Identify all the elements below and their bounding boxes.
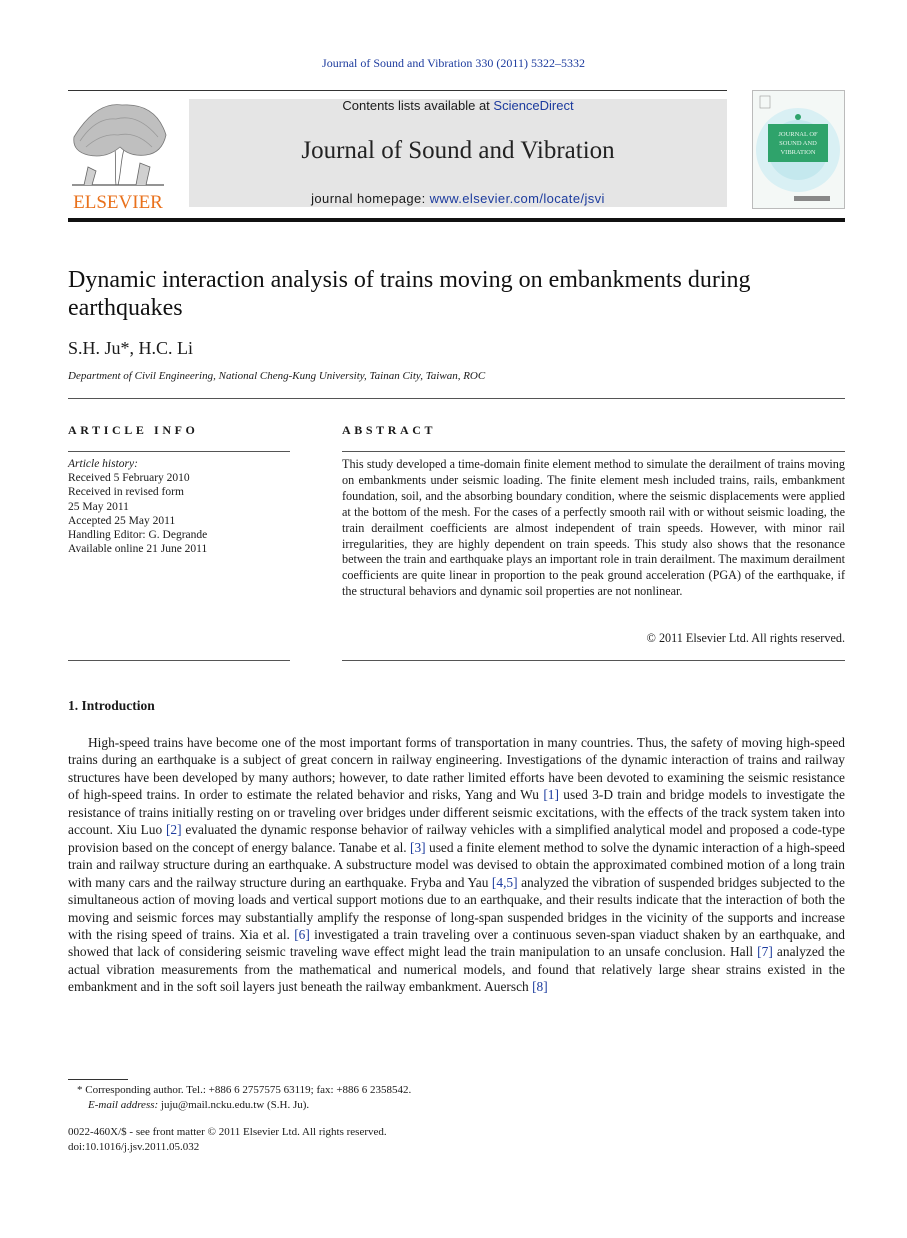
footnote-rule <box>68 1079 128 1080</box>
abstract-text: This study developed a time-domain finite element method to simulate the derailment of trains moving on embankments under seismic loading. The finite element mesh included trains, rails, embankment foundation, soil, and the absorbing boundary condition, where the seismic displacements were applied at the bottom of the mesh. For the cases of a perfectly smooth rail with or without seismic loading, the train derailment coefficients are almost independent of train speeds. However, with minor rail irregularities, they are highly dependent on train speeds. This study also shows that the resonance between the train and earthquake plays an important role in train derailment. The maximum derailment coefficients are quite linear in proportion to the peak ground acceleration (PGA) of the earthquake, if the structural behaviors and dynamic soil properties are not nonlinear. <box>342 457 845 599</box>
citation-link[interactable]: [8] <box>532 979 548 995</box>
history-item: Handling Editor: G. Degrande <box>68 529 208 542</box>
divider <box>68 451 290 452</box>
divider <box>68 398 845 399</box>
affiliation: Department of Civil Engineering, National Cheng-Kung University, Tainan City, Taiwan, ROC <box>68 370 486 382</box>
citation-link[interactable]: [6] <box>294 926 310 942</box>
citation-link[interactable]: [4,5] <box>491 874 518 890</box>
history-label: Article history: <box>68 458 138 470</box>
introduction-paragraph <box>68 734 845 996</box>
history-item: Accepted 25 May 2011 <box>68 514 176 527</box>
email-label: E-mail address: <box>88 1099 159 1111</box>
homepage-line <box>189 191 727 206</box>
contents-prefix: Contents lists available at <box>342 98 494 113</box>
body-text: High-speed trains have become one of the most important forms of transportation in many countries. Thus, the safety of moving high-speed trains during an earthquake is a subject of great concern in railway engineering. Investigations of the dynamic interaction of trains and railway structures have been developed by many authors; however, to date rather limited efforts have been devoted to examining the seismic resistance of high-speed trains. In order to estimate the related behavior and risks, Yang and Wu <box>68 735 845 803</box>
svg-text:ELSEVIER: ELSEVIER <box>73 192 163 211</box>
journal-cover-thumbnail[interactable] <box>752 90 845 209</box>
citation-link[interactable]: [1] <box>543 787 559 803</box>
history-item: Received 5 February 2010 <box>68 472 190 485</box>
section-heading-introduction: 1. Introduction <box>68 698 155 713</box>
divider <box>342 660 845 661</box>
citation-link[interactable]: [7] <box>757 944 773 960</box>
history-item: Available online 21 June 2011 <box>68 543 208 556</box>
body-text: used a finite element method to solve the dynamic interaction of a high-speed train and railway structure during an earthquake. A substructure model was devised to obtain the approximated combined motion of a long train with many cars and the railway structure during an earthquake. Fryba and Yau <box>68 839 846 890</box>
email-footnote <box>88 1099 309 1111</box>
history-item: Received in revised form <box>68 486 184 499</box>
article-history <box>68 457 207 556</box>
divider <box>342 451 845 452</box>
elsevier-tree-icon <box>66 97 170 211</box>
body-text: evaluated the dynamic response behavior of railway vehicles with a simplified analytical model and proposed a code-type provision based on the concept of energy balance. Tanabe et al. <box>68 822 845 855</box>
abstract-heading: ABSTRACT <box>342 423 437 437</box>
header-rule <box>68 90 727 91</box>
history-item: 25 May 2011 <box>68 500 129 513</box>
corresponding-author-footnote: * Corresponding author. Tel.: +886 6 2757575 63119; fax: +886 6 2358542. <box>77 1084 412 1096</box>
sciencedirect-link[interactable]: ScienceDirect <box>493 98 574 113</box>
email-address[interactable]: juju@mail.ncku.edu.tw (S.H. Ju). <box>158 1099 310 1111</box>
homepage-link[interactable]: www.elsevier.com/locate/jsvi <box>429 191 605 206</box>
svg-text:SOUND AND: SOUND AND <box>779 140 817 147</box>
body-text: analyzed the vibration of suspended bridges subjected to the simultaneous action of moving loads and vertical support motions due to an earthquake, and their results indicate that the interaction of both the moving and seismic forces may substantially amplify the response of long-span suspended bridges in the vicinity of the supports and increase with the rising speed of trains. Xia et al. <box>68 874 845 942</box>
divider <box>68 660 290 661</box>
citation-link[interactable]: [3] <box>410 839 426 855</box>
svg-text:VIBRATION: VIBRATION <box>780 149 816 156</box>
body-text: used 3-D train and bridge models to investigate the resistance of trains initially resting on or traveling over bridges under different seismic excitations, with the effects of the track system taken into account. Xiu Luo <box>68 787 845 838</box>
abstract-copyright: © 2011 Elsevier Ltd. All rights reserved. <box>646 631 845 645</box>
doi-line[interactable]: doi:10.1016/j.jsv.2011.05.032 <box>68 1141 200 1153</box>
contents-line <box>189 98 727 113</box>
body-text: analyzed the actual vibration measurements from the mathematical and numerical models, and found that relatively large shear strains existed in the embankment and in the soft soil layers just beneath the railway embankment. Auersch <box>68 944 845 995</box>
journal-name: Journal of Sound and Vibration <box>301 137 615 164</box>
journal-cover-icon <box>752 90 845 209</box>
body-text: investigated a train traveling over a continuous seven-span viaduct shaken by an earthquake, and showed that lack of considering seismic traveling wave effect might lead the train manipulation to an unsafe conclusion. Hall <box>68 926 846 960</box>
running-head[interactable]: Journal of Sound and Vibration 330 (2011) 5322–5332 <box>322 56 585 70</box>
author-list[interactable]: S.H. Ju*, H.C. Li <box>68 338 194 358</box>
svg-text:JOURNAL OF: JOURNAL OF <box>778 131 818 138</box>
homepage-prefix: journal homepage: <box>311 191 430 206</box>
article-info-heading: ARTICLE INFO <box>68 423 199 437</box>
header-thick-rule <box>68 218 845 222</box>
article-title: Dynamic interaction analysis of trains moving on embankments during earthquakes <box>68 267 751 321</box>
citation-link[interactable]: [2] <box>165 822 182 838</box>
elsevier-logo[interactable] <box>66 97 170 211</box>
issn-line: 0022-460X/$ - see front matter © 2011 Elsevier Ltd. All rights reserved. <box>68 1126 387 1138</box>
